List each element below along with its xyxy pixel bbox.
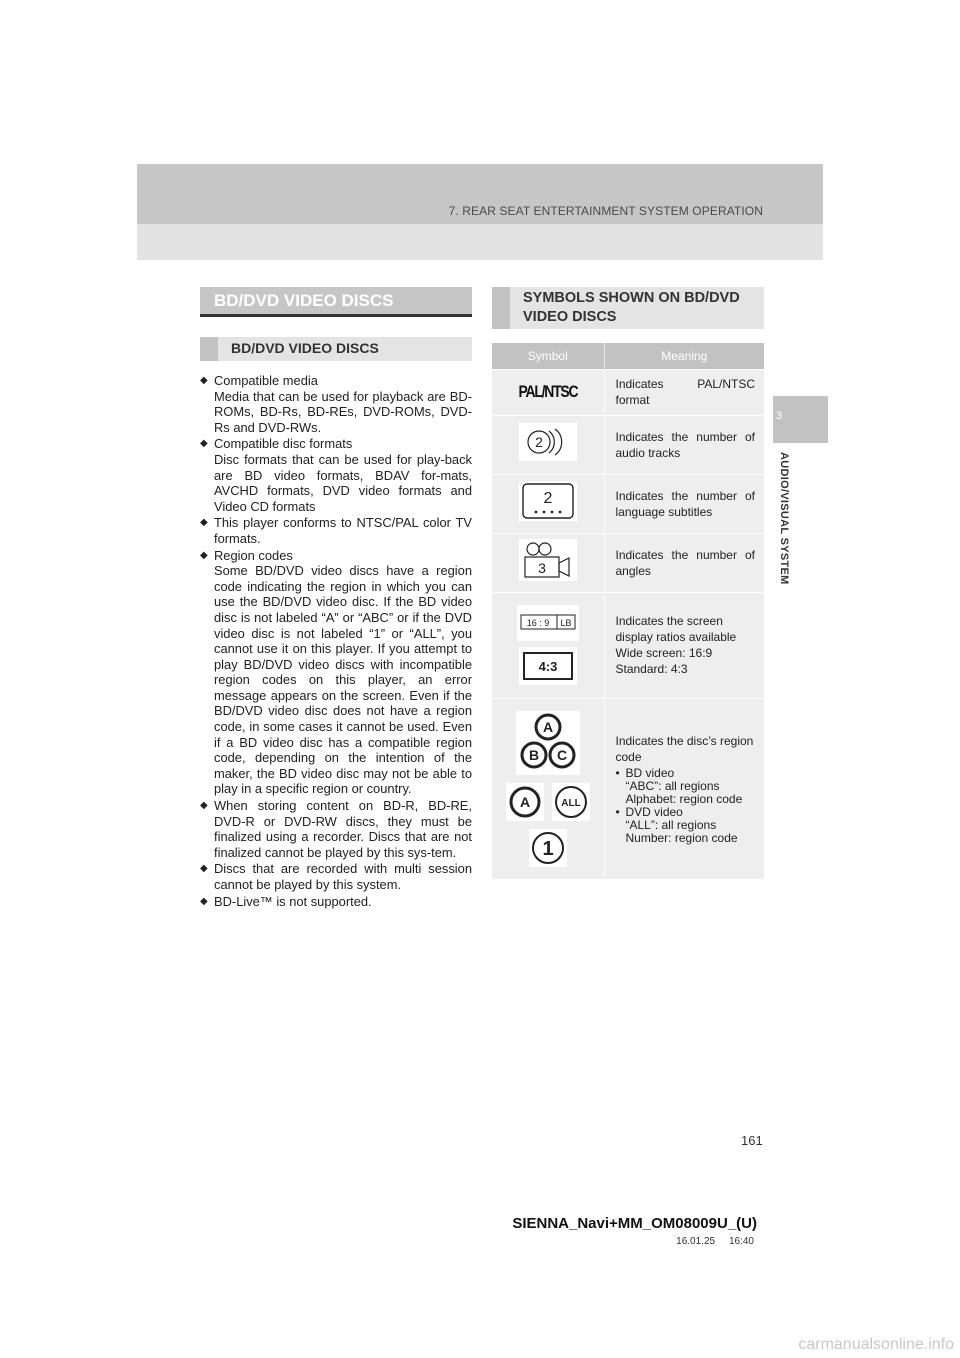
list-item-title: • BD video	[625, 765, 675, 780]
right-column	[492, 287, 764, 860]
region-c-letter: C	[556, 746, 567, 763]
bullet-text: Some BD/DVD video discs have a region code indicating the region in which you can use the BD/DVD video disc. If the BD video disc is not labeled “A” or “ABC” or if the DVD video disc is not labeled “1” or “ALL”, you cannot use it on this player. If you attempt to play BD/DVD video discs with incompatible region codes on this player, an error message appears on the screen. Even if the BD/DVD video disc does not have a region code, in some cases it cannot be used. Even if a BD video disc has a compatible region code, depending on the intention of the maker, the BD video disc may not be able to play in a specific region or country.	[214, 563, 472, 797]
bullet-item	[200, 436, 472, 514]
subtitles-count: 2	[543, 490, 553, 507]
meaning-text: Wide screen: 16:9	[615, 646, 713, 660]
meaning-text: Indicates the number of audio tracks	[615, 429, 755, 460]
table-row	[492, 474, 764, 533]
bullet-text: ◆ Discs that are recorded with multi session cannot be played by this system.	[214, 861, 472, 892]
meaning-cell	[604, 698, 764, 879]
bullet-item	[200, 861, 472, 892]
bullet-title: ◆ Compatible disc formats	[214, 436, 353, 452]
list-item-title: • DVD video	[625, 804, 683, 819]
ratio-4-3-label: 4:3	[538, 659, 558, 674]
header-band	[137, 164, 823, 260]
ratio-lb-label: LB	[560, 618, 572, 628]
meaning-cell	[604, 533, 764, 592]
meaning-text: Indicates the disc’s region code	[615, 733, 754, 764]
section-title: BD/DVD VIDEO DISCS	[200, 287, 472, 317]
table-row	[492, 698, 764, 879]
bullet-item	[200, 894, 472, 910]
table-row	[492, 592, 764, 698]
document-timestamp: 16.01.25 16:40	[676, 1236, 754, 1247]
meaning-cell	[604, 592, 764, 698]
meaning-text: Indicates the number of angles	[615, 547, 755, 578]
watermark: carmanualsonline.info	[798, 1336, 954, 1353]
region-a-icon	[506, 783, 544, 821]
region-all-label: ALL	[561, 797, 581, 809]
symbol-cell	[492, 415, 604, 474]
region-a-single-letter: A	[519, 793, 530, 810]
sub-section-title: BD/DVD VIDEO DISCS	[200, 337, 472, 361]
bullet-item	[200, 798, 472, 860]
page-number: 161	[741, 1133, 763, 1148]
audio-tracks-icon	[519, 423, 577, 461]
symbol-cell	[492, 369, 604, 415]
region-all-icon	[552, 783, 590, 821]
bullet-title: ◆ Compatible media	[214, 373, 318, 388]
meaning-cell	[604, 415, 764, 474]
page-header-title: 7. REAR SEAT ENTERTAINMENT SYSTEM OPERATION	[448, 204, 763, 218]
table-row	[492, 369, 764, 415]
region-a-letter: A	[542, 718, 553, 735]
symbols-table	[492, 343, 764, 879]
chapter-number: 3	[776, 410, 783, 422]
camera-angles-icon	[519, 539, 577, 581]
chapter-label: AUDIO/VISUAL SYSTEM	[778, 452, 790, 585]
symbols-section-title: SYMBOLS SHOWN ON BD/DVD VIDEO DISCS	[492, 287, 764, 329]
bullet-text: Media that can be used for playback are BD-ROMs, BD-Rs, BD-REs, DVD-ROMs, DVD-Rs and DVD-RWs.	[214, 388, 472, 435]
region-b-letter: B	[528, 746, 539, 763]
region-1-number: 1	[542, 837, 554, 860]
bullet-item	[200, 548, 472, 798]
meaning-text: Indicates PAL/NTSC format	[615, 377, 755, 407]
bullet-list	[200, 373, 472, 909]
bullet-item	[200, 515, 472, 546]
meaning-text: Indicates the number of language subtitles	[615, 488, 755, 519]
meaning-text: Indicates the screen display ratios available	[615, 614, 737, 644]
list-item-line: Number: region code	[625, 830, 738, 845]
column-header-symbol: Symbol	[492, 343, 604, 369]
meaning-cell	[604, 369, 764, 415]
bullet-text: ◆ When storing content on BD-R, BD-RE, DVD-R or DVD-RW discs, they must be finalized using a recorder. Discs that are not finalized cannot be played by this sys-tem.	[214, 798, 472, 860]
list-item-line: Alphabet: region code	[625, 791, 743, 806]
region-1-icon	[529, 829, 567, 867]
list-item-line: “ABC”: all regions	[625, 778, 720, 793]
symbol-cell	[492, 698, 604, 879]
list-item-line: “ALL”: all regions	[625, 817, 717, 832]
meaning-cell	[604, 474, 764, 533]
audio-tracks-count: 2	[534, 434, 543, 450]
table-row	[492, 415, 764, 474]
ratio-16-9-label: 16 : 9	[526, 618, 550, 628]
bullet-text: ◆ BD-Live™ is not supported.	[214, 893, 372, 909]
region-icons-row	[492, 783, 604, 821]
list-item	[616, 806, 756, 845]
pal-ntsc-icon: PAL/NTSC	[518, 382, 578, 401]
angles-count: 3	[537, 560, 546, 576]
list-item	[616, 767, 756, 806]
bullet-text: ◆ This player conforms to NTSC/PAL color TV formats.	[214, 515, 472, 546]
symbol-cell	[492, 592, 604, 698]
left-column	[200, 287, 472, 910]
region-code-list	[616, 767, 756, 845]
symbol-cell	[492, 474, 604, 533]
bullet-item	[200, 373, 472, 435]
table-row	[492, 533, 764, 592]
column-header-meaning: Meaning	[604, 343, 764, 369]
document-id: SIENNA_Navi+MM_OM08009U_(U)	[512, 1215, 757, 1232]
bullet-title: ◆ Region codes	[214, 547, 293, 563]
bullet-text: Disc formats that can be used for play-back are BD video formats, BDAV for-mats, AVCHD formats, DVD video formats and Video CD formats	[214, 451, 472, 514]
standard-screen-icon	[519, 647, 577, 685]
wide-screen-icon	[517, 605, 579, 641]
region-abc-icon	[516, 711, 580, 775]
subtitles-icon	[519, 481, 577, 521]
symbol-cell	[492, 533, 604, 592]
table-header-row	[492, 343, 764, 369]
meaning-text: Standard: 4:3	[615, 662, 688, 676]
